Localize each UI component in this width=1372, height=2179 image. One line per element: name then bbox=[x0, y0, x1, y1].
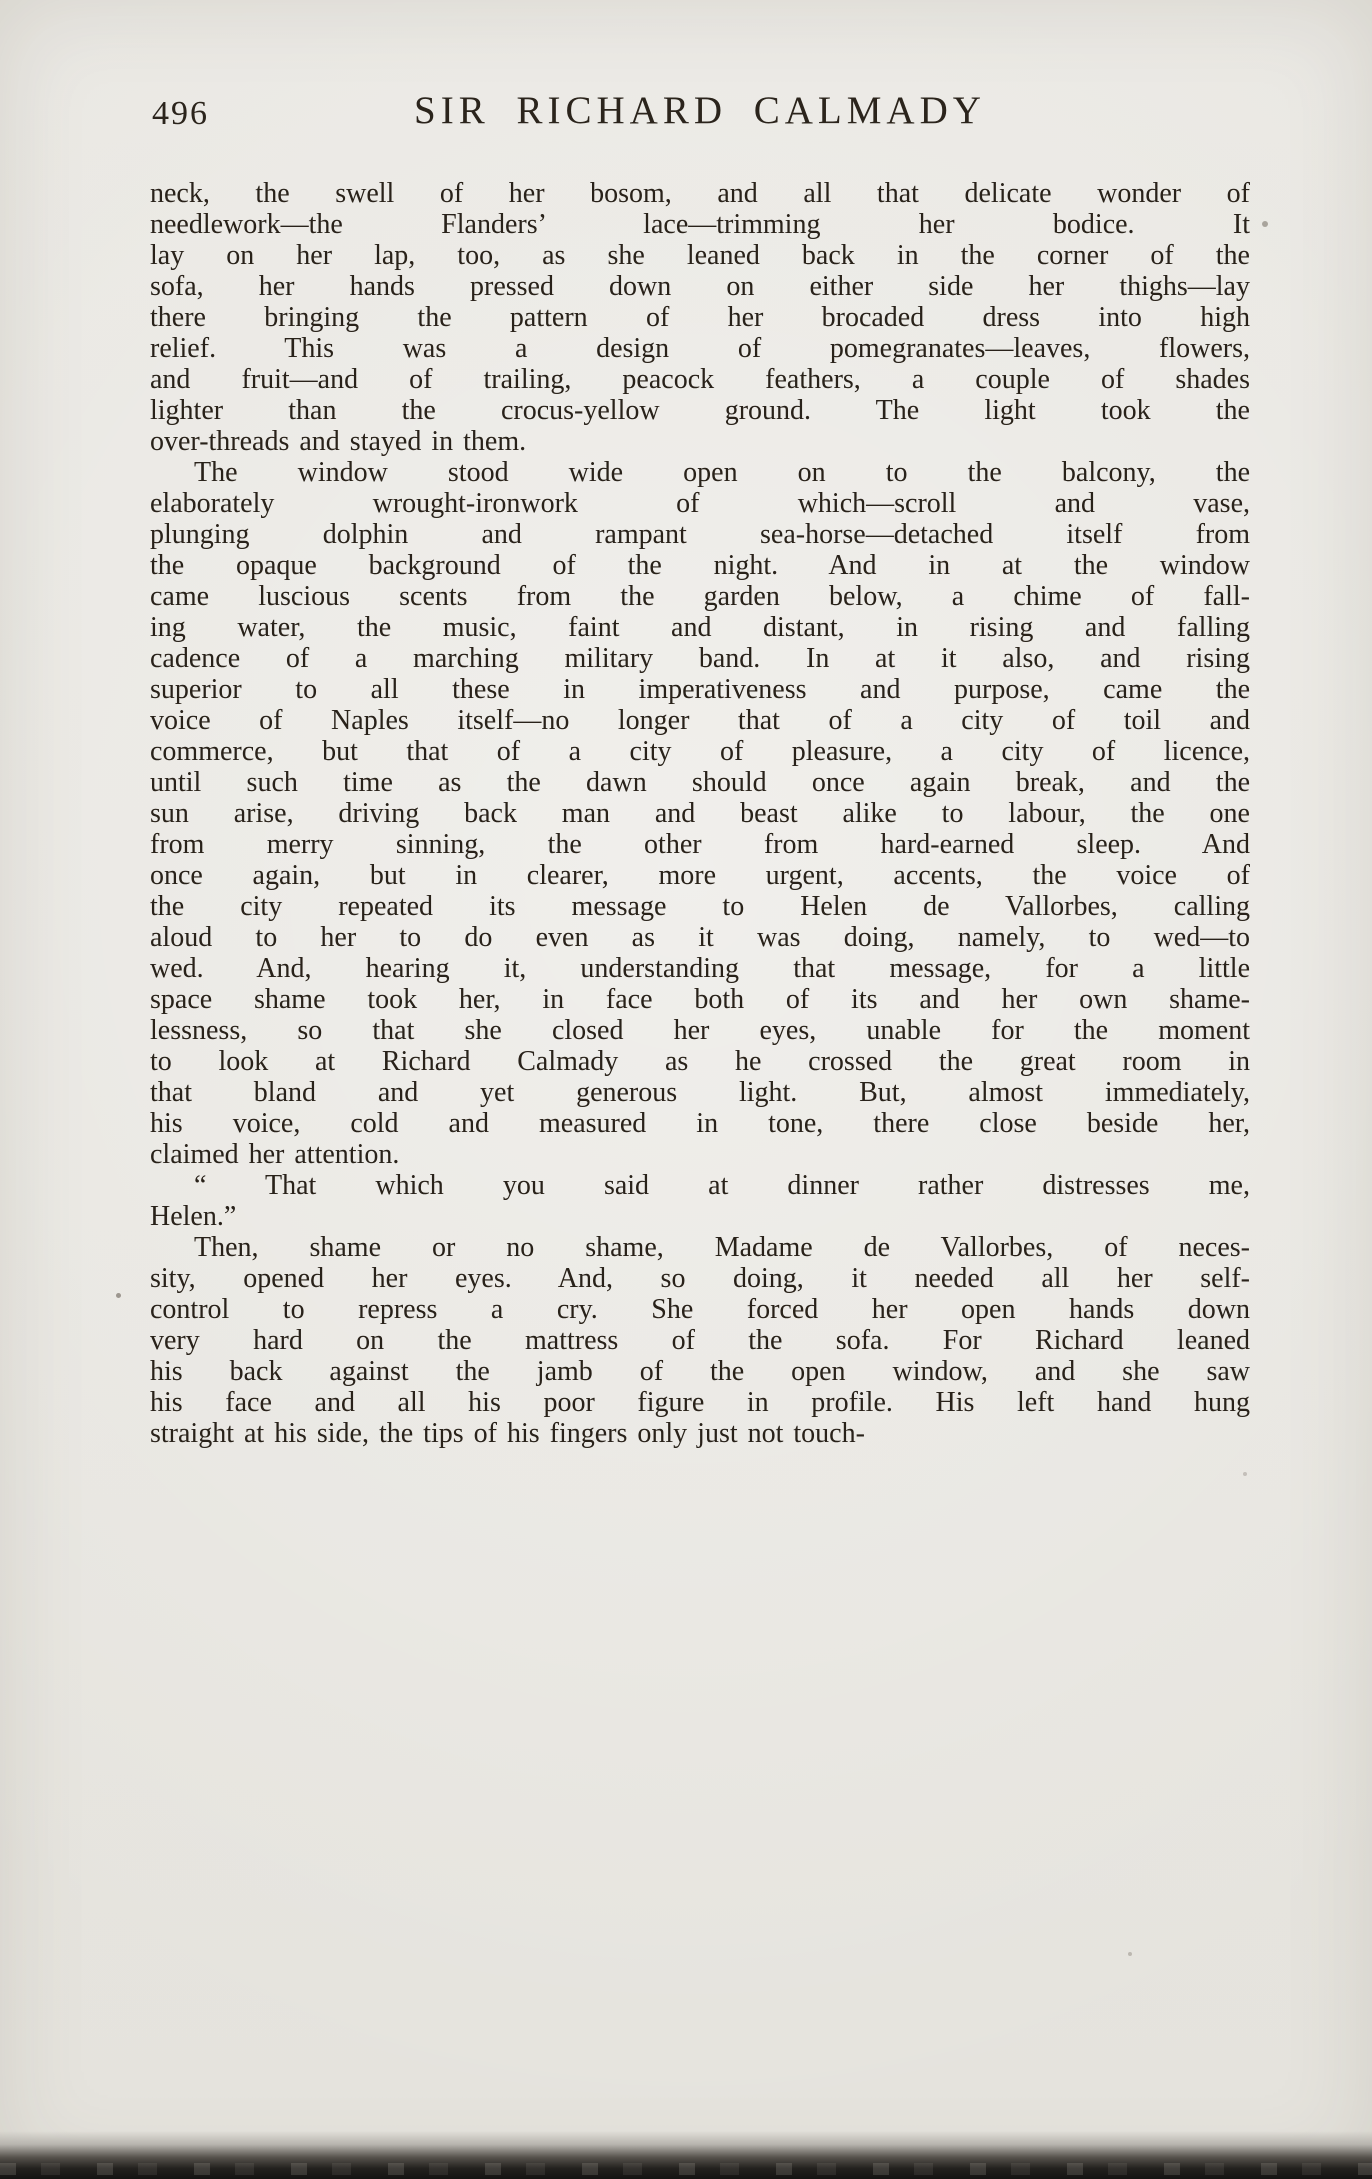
page-body bbox=[150, 178, 1250, 1449]
text-line: elaborately wrought-ironwork of which—scroll and vase, bbox=[150, 488, 1250, 519]
page-number: 496 bbox=[152, 95, 209, 132]
text-line: over-threads and stayed in them. bbox=[150, 426, 527, 457]
text-line: plunging dolphin and rampant sea-horse—detached itself from bbox=[150, 519, 1250, 550]
text-line: superior to all these in imperativeness and purpose, came the bbox=[150, 674, 1250, 705]
text-line: lay on her lap, too, as she leaned back in the corner of the bbox=[150, 240, 1250, 271]
text-line: sofa, her hands pressed down on either side her thighs—lay bbox=[150, 271, 1250, 302]
text-line: his voice, cold and measured in tone, there close beside her, bbox=[150, 1108, 1250, 1139]
running-head bbox=[150, 88, 1250, 140]
scan-speck bbox=[116, 1293, 121, 1298]
text-line: voice of Naples itself—no longer that of a city of toil and bbox=[150, 705, 1250, 736]
text-line: space shame took her, in face both of its and her own shame- bbox=[150, 984, 1250, 1015]
text-line: ing water, the music, faint and distant, in rising and falling bbox=[150, 612, 1250, 643]
paragraph bbox=[150, 1170, 1250, 1232]
scan-speck bbox=[1243, 1472, 1247, 1476]
scan-speck bbox=[1262, 221, 1268, 227]
text-line: there bringing the pattern of her brocaded dress into high bbox=[150, 302, 1250, 333]
text-line: “ That which you said at dinner rather distresses me, bbox=[194, 1170, 1250, 1201]
scan-speck bbox=[1128, 1952, 1132, 1956]
text-line: needlework—the Flanders’ lace—trimming her bodice. It bbox=[150, 209, 1250, 240]
text-line: sun arise, driving back man and beast alike to labour, the one bbox=[150, 798, 1250, 829]
scan-edge-artifact bbox=[0, 2131, 1372, 2179]
text-line: claimed her attention. bbox=[150, 1139, 400, 1170]
text-line: the city repeated its message to Helen de Vallorbes, calling bbox=[150, 891, 1250, 922]
text-line: aloud to her to do even as it was doing, namely, to wed—to bbox=[150, 922, 1250, 953]
text-line: came luscious scents from the garden below, a chime of fall- bbox=[150, 581, 1250, 612]
text-line: straight at his side, the tips of his fingers only just not touch- bbox=[150, 1418, 865, 1449]
text-line: once again, but in clearer, more urgent, accents, the voice of bbox=[150, 860, 1250, 891]
paragraph bbox=[150, 457, 1250, 1170]
paragraph bbox=[150, 1232, 1250, 1449]
text-line: commerce, but that of a city of pleasure, a city of licence, bbox=[150, 736, 1250, 767]
text-line: lighter than the crocus-yellow ground. The light took the bbox=[150, 395, 1250, 426]
text-line: his back against the jamb of the open window, and she saw bbox=[150, 1356, 1250, 1387]
text-line: Helen.” bbox=[150, 1201, 237, 1232]
text-line: cadence of a marching military band. In at it also, and rising bbox=[150, 643, 1250, 674]
text-line: his face and all his poor figure in profile. His left hand hung bbox=[150, 1387, 1250, 1418]
text-line: wed. And, hearing it, understanding that message, for a little bbox=[150, 953, 1250, 984]
text-line: lessness, so that she closed her eyes, unable for the moment bbox=[150, 1015, 1250, 1046]
paragraph bbox=[150, 178, 1250, 457]
text-line: neck, the swell of her bosom, and all that delicate wonder of bbox=[150, 178, 1250, 209]
text-line: relief. This was a design of pomegranates—leaves, flowers, bbox=[150, 333, 1250, 364]
text-line: very hard on the mattress of the sofa. For Richard leaned bbox=[150, 1325, 1250, 1356]
text-line: sity, opened her eyes. And, so doing, it needed all her self- bbox=[150, 1263, 1250, 1294]
text-line: The window stood wide open on to the balcony, the bbox=[194, 457, 1250, 488]
text-line: from merry sinning, the other from hard-earned sleep. And bbox=[150, 829, 1250, 860]
text-line: and fruit—and of trailing, peacock feathers, a couple of shades bbox=[150, 364, 1250, 395]
text-line: until such time as the dawn should once again break, and the bbox=[150, 767, 1250, 798]
text-line: that bland and yet generous light. But, almost immediately, bbox=[150, 1077, 1250, 1108]
text-line: to look at Richard Calmady as he crossed the great room in bbox=[150, 1046, 1250, 1077]
text-line: Then, shame or no shame, Madame de Vallorbes, of neces- bbox=[194, 1232, 1250, 1263]
text-line: the opaque background of the night. And in at the window bbox=[150, 550, 1250, 581]
running-head-title: SIR RICHARD CALMADY bbox=[414, 89, 986, 132]
text-line: control to repress a cry. She forced her open hands down bbox=[150, 1294, 1250, 1325]
